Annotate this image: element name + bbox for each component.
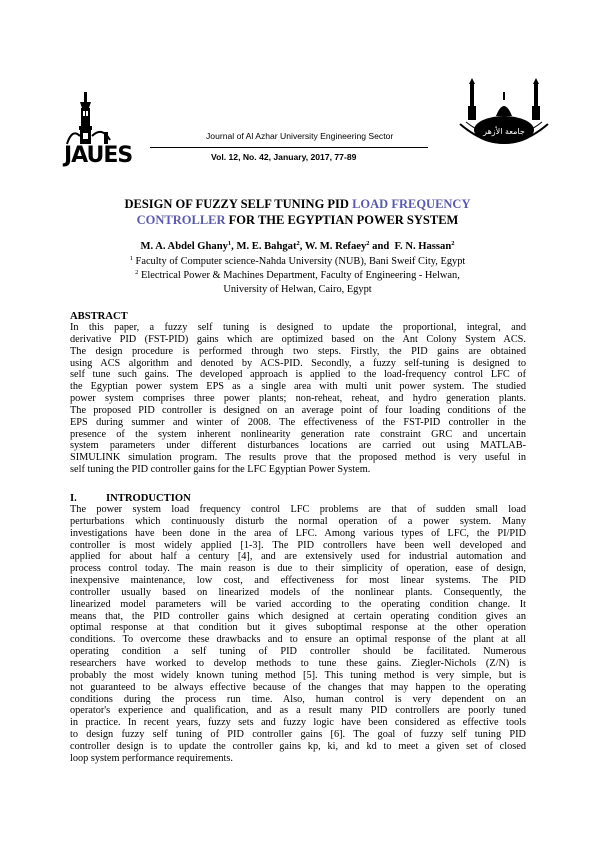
title-part-3: CONTROLLER xyxy=(136,213,226,227)
logo-right-text: جامعة الأزهر xyxy=(483,127,525,136)
text-line: using ACS algorithm and denoted by ACS-PID. Secondly, a fuzzy self-tuning is designed to xyxy=(70,357,526,369)
text-line: controller design is to update the controller gains kp, ki, and kd to meet a given set of closed xyxy=(70,740,526,752)
text-line: The power system load frequency control LFC problems are that of sudden small load xyxy=(70,504,526,515)
text-line: derivative PID (FST-PID) gains which are optimized based on the Ant Colony System ACS. xyxy=(70,333,526,345)
text-line: self tuning the PID controller gains for the LFC Egyptian Power System. xyxy=(70,464,371,476)
text-line: means that, the PID controller gains which designed at certain operating condition gives an xyxy=(70,610,526,622)
affiliation-1 xyxy=(60,255,535,268)
affiliation-text: Faculty of Computer science-Nahda University (NUB), Bani Sweif City, Egypt xyxy=(132,256,466,267)
affiliation-mark: 1 xyxy=(129,255,133,262)
journal-volume: Vol. 12, No. 42, January, 2017, 77-89 xyxy=(211,152,357,162)
author-separator: and xyxy=(369,241,395,252)
paper-title xyxy=(60,196,535,228)
introduction-body xyxy=(70,504,526,765)
text-line: controller is most widely applied [1-3]. The PID controllers have been well developed and xyxy=(70,539,526,551)
author-name: W. M. Refaey xyxy=(304,241,367,252)
text-line: optimal response at that condition but it gives suboptimal response at the other operation xyxy=(70,622,526,634)
affiliation-mark: 2 xyxy=(135,269,139,276)
text-line: perturbations which continuously disturb the normal operation of a power system. Many xyxy=(70,515,526,527)
jaues-logo xyxy=(62,88,140,172)
affiliation-2 xyxy=(60,269,535,282)
author-name: M. A. Abdel Ghany xyxy=(140,241,228,252)
text-line: power system comprises three power plants; non-reheat, reheat, and hydro generation plants. xyxy=(70,393,526,405)
author-affiliation-mark: 2 xyxy=(296,240,300,247)
text-line: in practice. In recent years, fuzzy sets and fuzzy logic have been considered as effective tools xyxy=(70,717,526,729)
title-part-4: FOR THE EGYPTIAN POWER SYSTEM xyxy=(225,213,459,227)
author-separator: , xyxy=(231,241,237,252)
author-list xyxy=(60,240,535,254)
text-line: the Egyptian power system EPS as a single area with multi unit power system. The studied xyxy=(70,381,526,393)
logo-left-text: JAUES xyxy=(64,143,133,168)
abstract-heading: ABSTRACT xyxy=(70,311,128,322)
text-line: In this paper, a fuzzy self tuning is designed to update the proportional, integral, and xyxy=(70,322,526,333)
text-line: self tune such gains. The developed approach is applied to the load-frequency control LFC of xyxy=(70,369,526,381)
text-line: researchers have worked to develop methods to tune these gains. Ziegler-Nichols (Z/N) is xyxy=(70,657,526,669)
text-line: conditions during the process run time. Also, human control is very dependent on an xyxy=(70,693,526,705)
author-name: F. N. Hassan xyxy=(394,241,452,252)
text-line: SIMULINK simulation program. The results prove that the proposed method is very useful in xyxy=(70,452,526,464)
journal-name: Journal of Al Azhar University Engineering Sector xyxy=(206,131,394,141)
text-line: conditions. To overcome these drawbacks and to ensure an optimal response of the plant at all xyxy=(70,634,526,646)
author-separator: , xyxy=(299,241,305,252)
text-line: operating condition a self tuning of PID controller should be facilitated. Numerous xyxy=(70,646,526,658)
text-line: EPS during summer and winter of 2008. The effectiveness of the FST-PID controller in the xyxy=(70,416,526,428)
text-line: linearized model parameters will be varied according to the operating condition change. It xyxy=(70,598,526,610)
affiliation-text: Electrical Power & Machines Department, Faculty of Engineering - Helwan, xyxy=(138,270,460,281)
abstract-body xyxy=(70,322,526,476)
text-line: investigations have been done in the area of LFC. Among various types of LFC, the PI/PID xyxy=(70,527,526,539)
text-line: process control today. The main reason is due to their simplicity of operation, ease of design, xyxy=(70,563,526,575)
text-line: operator's experience and qualification, and as a result many PID controllers are poorly tuned xyxy=(70,705,526,717)
text-line: applied for about half a century [4], and are extensively used for industrial automation and xyxy=(70,551,526,563)
text-line: to design fuzzy self tuning of PID controller gains [6]. The goal of fuzzy self tuning PID xyxy=(70,729,526,741)
text-line: The proposed PID controller is designed on an average point of four loading conditions of the xyxy=(70,404,526,416)
mosque-tower-icon xyxy=(62,88,140,148)
author-name: M. E. Bahgat xyxy=(236,241,297,252)
emblem-icon xyxy=(456,78,552,156)
text-line: The design procedure is performed through two steps. Firstly, the PID gains are obtained xyxy=(70,345,526,357)
header-divider xyxy=(150,147,428,148)
text-line: inexpensive maintenance, low cost, and effectiveness for most linear systems. The PID xyxy=(70,575,526,587)
text-line: probably the most widely known tuning method [5]. This tuning method is very simple, but is xyxy=(70,669,526,681)
text-line: not guaranteed to be always effective because of the changes that may happen to the operating xyxy=(70,681,526,693)
text-line: presence of the system inherent nonlinearity generation rate constraint GRC and uncertain xyxy=(70,428,526,440)
section-number: I. xyxy=(70,493,77,504)
title-part-1: DESIGN OF FUZZY SELF TUNING PID xyxy=(124,197,353,211)
text-line: loop system performance requirements. xyxy=(70,752,233,764)
text-line: controller usually based on linearized models of the nonlinear plants. Consequently, the xyxy=(70,586,526,598)
affiliation-2-line-2: University of Helwan, Cairo, Egypt xyxy=(223,284,372,295)
author-affiliation-mark: 1 xyxy=(227,240,232,247)
author-affiliation-mark: 2 xyxy=(366,240,370,247)
section-title: INTRODUCTION xyxy=(106,493,191,504)
al-azhar-emblem xyxy=(456,78,552,156)
author-affiliation-mark: 2 xyxy=(451,240,455,247)
title-part-2: LOAD FREQUENCY xyxy=(352,197,471,211)
text-line: system parameters under different disturbances locations are carried out using MATLAB- xyxy=(70,440,526,452)
